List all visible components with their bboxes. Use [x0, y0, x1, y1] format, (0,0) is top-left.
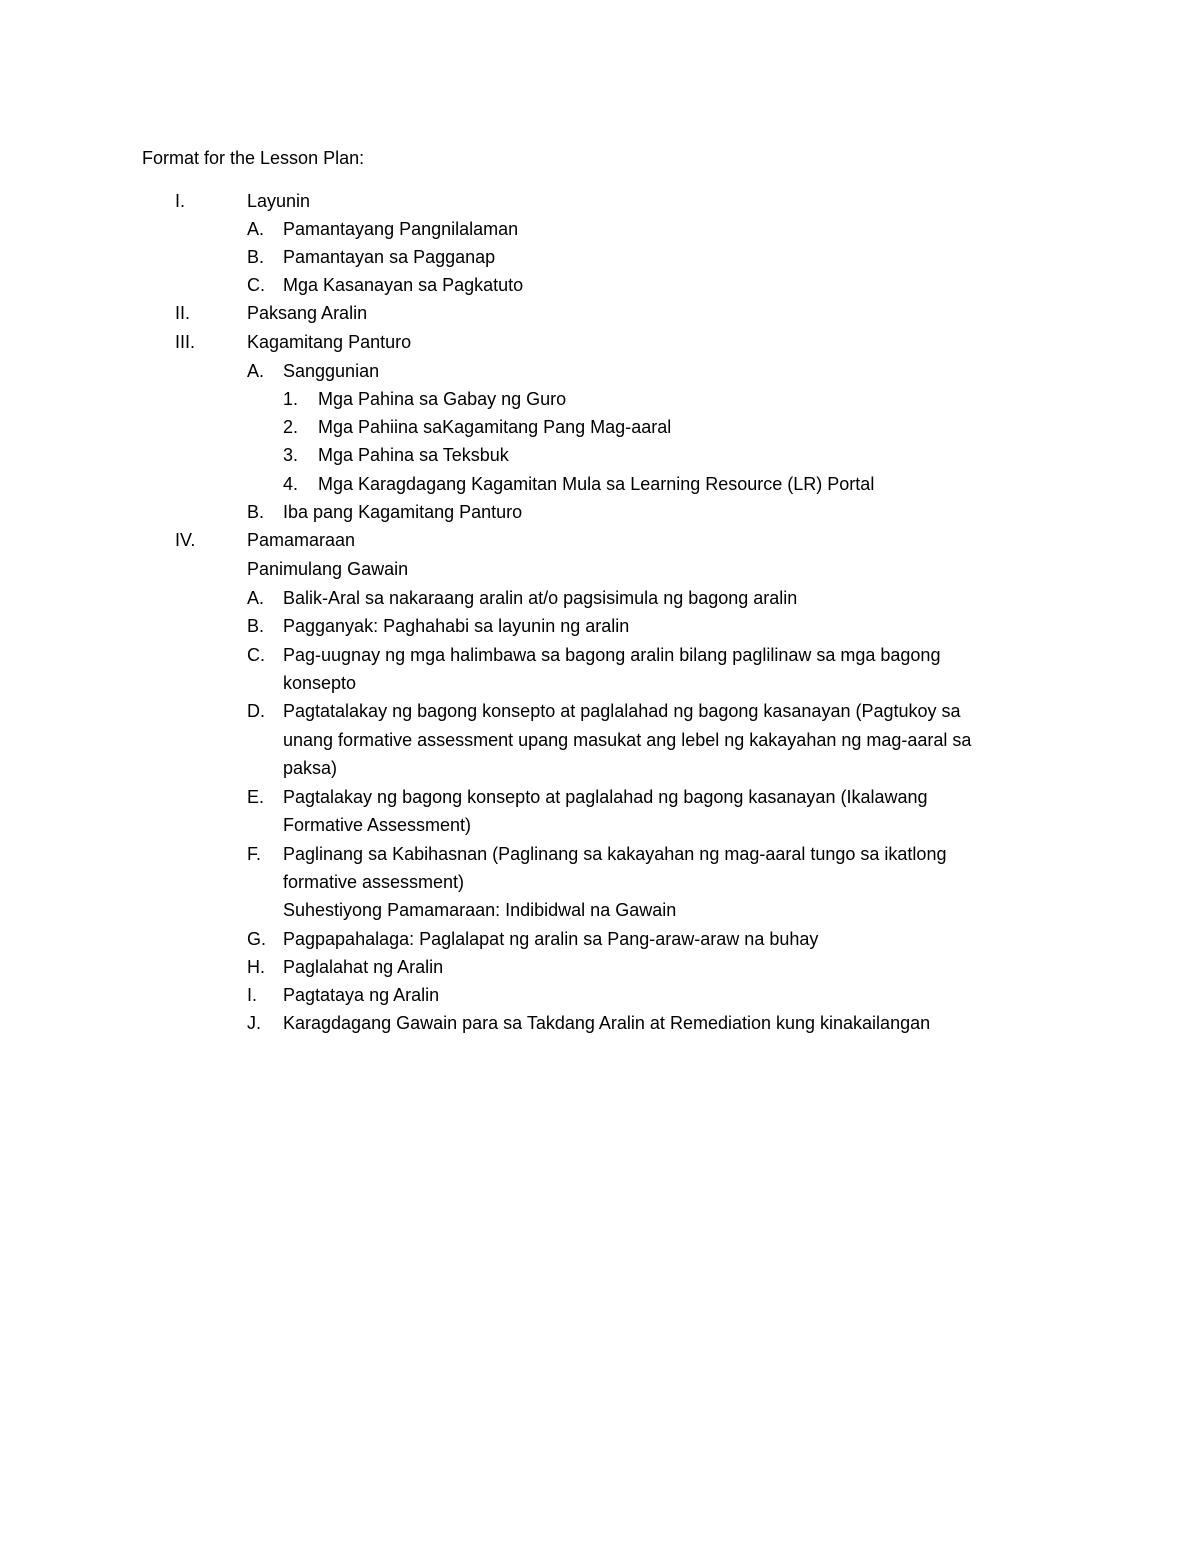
list-item: Mga Kasanayan sa Pagkatuto — [283, 275, 524, 295]
item-marker: B. — [247, 247, 265, 267]
list-subitem: Mga Pahiina saKagamitang Pang Mag-aaral — [318, 417, 672, 437]
section-label: Paksang Aralin — [247, 303, 368, 323]
list-item: Pagtalakay ng bagong konsepto at paglalahad ng bagong kasanayan (Ikalawang — [283, 787, 928, 807]
item-marker: D. — [247, 701, 265, 721]
section-label: Kagamitang Panturo — [247, 332, 412, 352]
item-marker: C. — [247, 275, 265, 295]
subitem-marker: 2. — [283, 417, 299, 437]
list-item: Pagpapahalaga: Paglalapat ng aralin sa Pang-araw-araw na buhay — [283, 929, 819, 949]
subitem-marker: 1. — [283, 389, 299, 409]
subitem-marker: 4. — [283, 474, 299, 494]
item-marker: A. — [247, 588, 265, 608]
subitem-marker: 3. — [283, 445, 299, 465]
list-item-continuation: Suhestiyong Pamamaraan: Indibidwal na Gawain — [283, 900, 677, 920]
list-subitem: Mga Pahina sa Gabay ng Guro — [318, 389, 567, 409]
item-marker: C. — [247, 645, 265, 665]
list-item: Pag-uugnay ng mga halimbawa sa bagong aralin bilang paglilinaw sa mga bagong — [283, 645, 941, 665]
list-subitem: Mga Pahina sa Teksbuk — [318, 445, 509, 465]
list-item: Balik-Aral sa nakaraang aralin at/o pagsisimula ng bagong aralin — [283, 588, 798, 608]
list-item-continuation: paksa) — [283, 758, 338, 778]
document-title: Format for the Lesson Plan: — [142, 148, 365, 168]
list-item: Pagtataya ng Aralin — [283, 985, 440, 1005]
list-item: Karagdagang Gawain para sa Takdang Aralin at Remediation kung kinakailangan — [283, 1013, 931, 1033]
item-marker: A. — [247, 219, 265, 239]
list-item-continuation: unang formative assessment upang masukat ang lebel ng kakayahan ng mag-aaral sa — [283, 730, 972, 750]
item-marker: J. — [247, 1013, 262, 1033]
item-marker: B. — [247, 502, 265, 522]
list-item: Paglalahat ng Aralin — [283, 957, 444, 977]
item-marker: G. — [247, 929, 267, 949]
list-item: Pamantayang Pangnilalaman — [283, 219, 519, 239]
section-label: Layunin — [247, 191, 311, 211]
item-marker: I. — [247, 985, 258, 1005]
item-marker: B. — [247, 616, 265, 636]
list-subitem: Mga Karagdagang Kagamitan Mula sa Learning Resource (LR) Portal — [318, 474, 875, 494]
item-marker: H. — [247, 957, 265, 977]
list-item: Pagganyak: Paghahabi sa layunin ng aralin — [283, 616, 630, 636]
item-marker: E. — [247, 787, 265, 807]
list-item-continuation: formative assessment) — [283, 872, 465, 892]
list-item-continuation: Formative Assessment) — [283, 815, 472, 835]
list-item: Pagtatalakay ng bagong konsepto at paglalahad ng bagong kasanayan (Pagtukoy sa — [283, 701, 961, 721]
section-marker: III. — [175, 332, 196, 352]
list-item-continuation: konsepto — [283, 673, 357, 693]
section-marker: IV. — [175, 530, 196, 550]
list-item: Pamantayan sa Pagganap — [283, 247, 496, 267]
section-label: Pamamaraan — [247, 530, 356, 550]
section-marker: I. — [175, 191, 186, 211]
list-item: Iba pang Kagamitang Panturo — [283, 502, 523, 522]
item-marker: A. — [247, 361, 265, 381]
item-marker: F. — [247, 844, 262, 864]
list-item: Sanggunian — [283, 361, 380, 381]
list-item: Paglinang sa Kabihasnan (Paglinang sa kakayahan ng mag-aaral tungo sa ikatlong — [283, 844, 947, 864]
section-marker: II. — [175, 303, 191, 323]
section-sublabel: Panimulang Gawain — [247, 559, 409, 579]
